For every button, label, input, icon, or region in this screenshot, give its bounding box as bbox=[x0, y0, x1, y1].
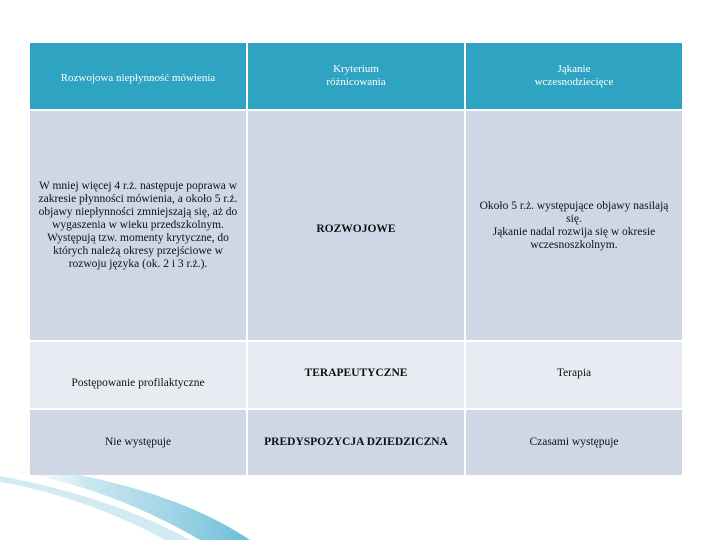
row-heredity-col1: Nie występuje bbox=[30, 410, 246, 475]
row-heredity-col3: Czasami występuje bbox=[466, 410, 682, 475]
row-development-criterion: ROZWOJOWE bbox=[248, 111, 464, 340]
header-early-stuttering: Jąkanie wczesnodziecięce bbox=[466, 43, 682, 109]
row-therapy-criterion: TERAPEUTYCZNE bbox=[248, 342, 464, 408]
row-therapy-col1: Postępowanie profilaktyczne bbox=[30, 342, 246, 408]
comparison-table bbox=[30, 43, 678, 469]
row-therapy-col3: Terapia bbox=[466, 342, 682, 408]
row-development-col1: W mniej więcej 4 r.ż. następuje poprawa w zakresie płynności mówienia, a około 5 r.ż. objawy niepłynności zmniejszają się, aż do wygaszenia w wieku przedszkolnym. Występują tzw. momenty krytyczne, do których należą okresy przejściowe w rozwoju języka (ok. 2 i 3 r.ż.). bbox=[30, 111, 246, 340]
row-development-col3: Około 5 r.ż. występujące objawy nasilają się. Jąkanie nadal rozwija się w okresie wczesnoszkolnym. bbox=[466, 111, 682, 340]
header-criterion: Kryterium różnicowania bbox=[248, 43, 464, 109]
header-developmental-disfluency: Rozwojowa niepłynność mówienia bbox=[30, 43, 246, 109]
row-heredity-criterion: PREDYSPOZYCJA DZIEDZICZNA bbox=[248, 410, 464, 475]
